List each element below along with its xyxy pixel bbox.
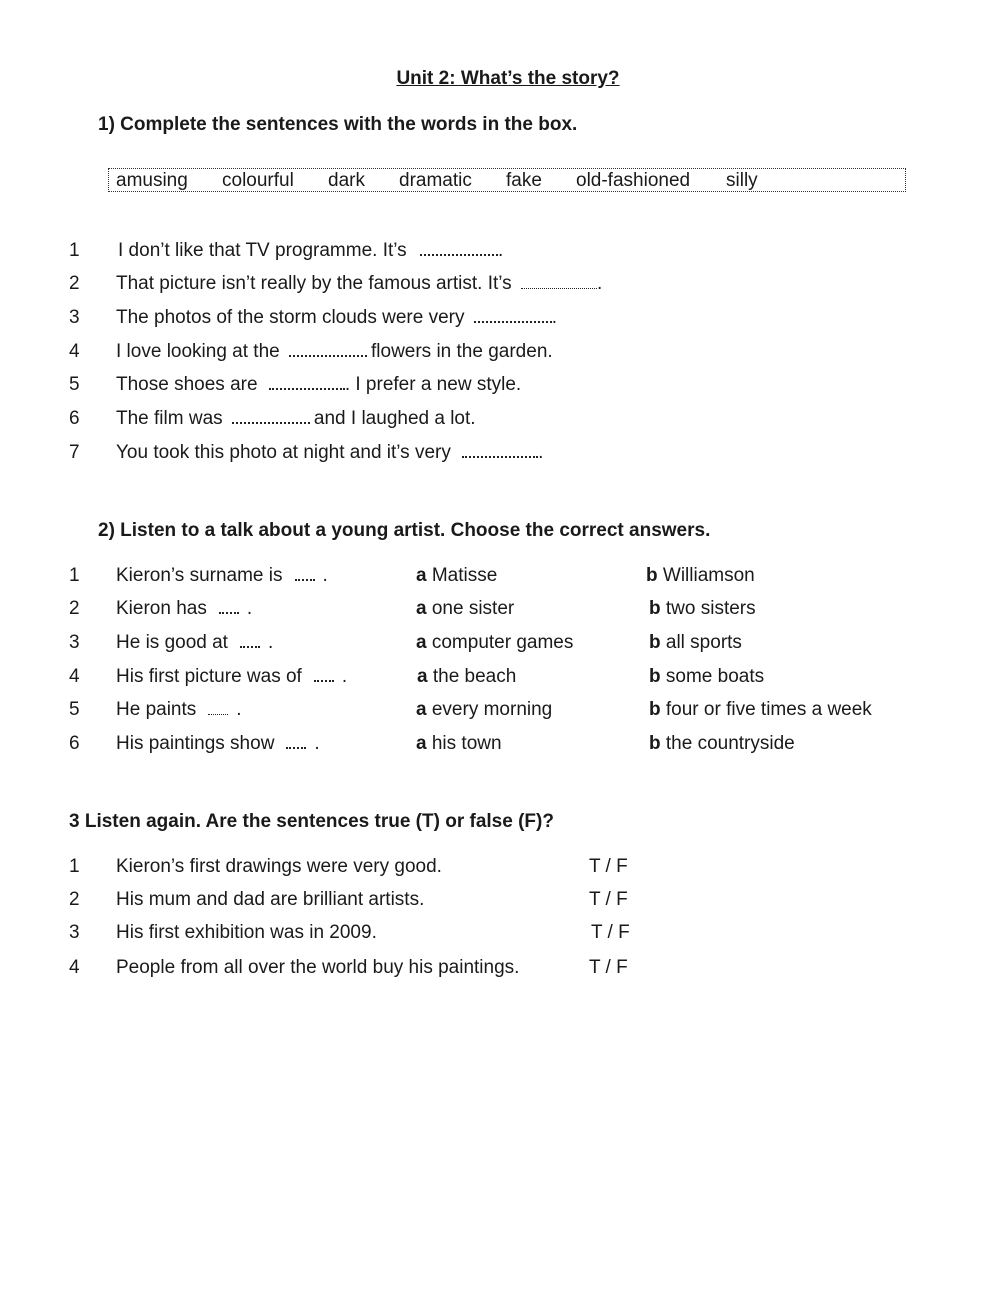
option-text: Matisse	[431, 565, 498, 586]
box-word: colourful	[222, 170, 294, 191]
sentence-end: .	[538, 442, 544, 463]
item-number: 5	[69, 374, 80, 395]
question-end: .	[236, 699, 242, 720]
option-b[interactable]	[649, 598, 756, 620]
item-number: 4	[69, 666, 80, 687]
option-letter: a	[416, 632, 427, 653]
option-text: computer games	[431, 632, 574, 653]
answer-blank[interactable]	[269, 374, 345, 390]
answer-blank[interactable]	[462, 442, 538, 458]
option-letter: a	[416, 733, 427, 754]
word-box	[108, 168, 906, 192]
sentence-end: flowers in the garden.	[371, 341, 553, 362]
option-text: the beach	[432, 666, 517, 687]
item-number: 1	[69, 856, 80, 877]
item-number: 1	[69, 565, 80, 586]
option-a[interactable]	[416, 565, 497, 587]
question-text: Kieron has	[116, 598, 207, 619]
option-text: four or five times a week	[665, 699, 872, 720]
option-letter: b	[649, 733, 661, 754]
answer-blank[interactable]	[521, 274, 597, 289]
item-number: 2	[69, 273, 80, 294]
option-b[interactable]	[646, 565, 755, 587]
option-text: his town	[431, 733, 502, 754]
option-letter: b	[649, 666, 661, 687]
sentence-text: Those shoes are	[116, 374, 258, 395]
question-end: .	[246, 598, 253, 619]
option-b[interactable]	[649, 632, 742, 654]
option-text: all sports	[665, 632, 742, 653]
item-number: 2	[69, 889, 80, 910]
item-number: 7	[69, 442, 80, 463]
option-text: Williamson	[662, 565, 755, 586]
sentence-text: I love looking at the	[116, 341, 280, 362]
answer-blank[interactable]	[232, 408, 310, 424]
box-word: amusing	[116, 170, 188, 191]
answer-blank[interactable]	[286, 733, 306, 749]
question-end: .	[322, 565, 328, 586]
option-a[interactable]	[416, 733, 502, 755]
option-letter: b	[649, 598, 661, 619]
option-b[interactable]	[649, 699, 872, 721]
item-number: 2	[69, 598, 80, 619]
item-number: 1	[69, 240, 80, 261]
sentence-end: and I laughed a lot.	[313, 408, 476, 429]
box-word: silly	[726, 170, 758, 191]
sentence-text: I don’t like that TV programme. It’s	[118, 240, 407, 261]
option-text: two sisters	[665, 598, 756, 619]
item-number: 6	[69, 408, 80, 429]
answer-blank[interactable]	[208, 700, 228, 715]
answer-blank[interactable]	[474, 307, 552, 323]
statement-text: People from all over the world buy his paintings.	[116, 957, 520, 978]
answer-blank[interactable]	[420, 240, 498, 256]
option-letter: a	[416, 565, 427, 586]
answer-blank[interactable]	[295, 565, 315, 581]
sentence-end: .	[596, 273, 603, 294]
section1-heading: 1) Complete the sentences with the words in the box.	[98, 114, 578, 135]
sentence-text: You took this photo at night and it’s very	[116, 442, 451, 463]
true-false-choice[interactable]: T / F	[589, 856, 628, 877]
question-text: His paintings show	[116, 733, 275, 754]
item-number: 4	[69, 957, 80, 978]
option-a[interactable]	[416, 699, 552, 721]
option-letter: b	[646, 565, 658, 586]
question-text: He paints	[116, 699, 197, 720]
option-text: some boats	[665, 666, 765, 687]
option-letter: b	[649, 699, 661, 720]
option-text: every morning	[431, 699, 553, 720]
statement-text: Kieron’s first drawings were very good.	[116, 856, 442, 877]
answer-blank[interactable]	[289, 341, 367, 357]
option-a[interactable]	[416, 632, 573, 654]
statement-text: His mum and dad are brilliant artists.	[116, 889, 425, 910]
sentence-text: That picture isn’t really by the famous artist. It’s	[116, 273, 512, 294]
true-false-choice[interactable]: T / F	[589, 957, 628, 978]
true-false-choice[interactable]: T / F	[589, 889, 628, 910]
question-end: .	[341, 666, 348, 687]
answer-blank[interactable]	[240, 632, 260, 648]
option-a[interactable]	[417, 666, 516, 688]
option-text: one sister	[431, 598, 515, 619]
item-number: 6	[69, 733, 80, 754]
item-number: 3	[69, 632, 80, 653]
box-word: dramatic	[399, 170, 472, 191]
section2-heading: 2) Listen to a talk about a young artist. Choose the correct answers.	[98, 520, 711, 541]
question-end: .	[314, 733, 320, 754]
sentence-end: .	[551, 307, 558, 328]
question-end: .	[267, 632, 274, 653]
statement-text: His first exhibition was in 2009.	[116, 922, 377, 943]
sentence-end: . I prefer a new style.	[344, 374, 522, 395]
sentence-text: The photos of the storm clouds were very	[116, 307, 465, 328]
answer-blank[interactable]	[219, 598, 239, 614]
option-b[interactable]	[649, 733, 795, 755]
item-number: 4	[69, 341, 80, 362]
section3-heading: 3 Listen again. Are the sentences true (T) or false (F)?	[69, 811, 554, 832]
item-number: 3	[69, 307, 80, 328]
answer-blank[interactable]	[314, 666, 334, 682]
item-number: 3	[69, 922, 80, 943]
box-word: dark	[328, 170, 365, 191]
option-letter: a	[417, 666, 428, 687]
option-letter: a	[416, 699, 427, 720]
question-text: His first picture was of	[116, 666, 302, 687]
item-number: 5	[69, 699, 80, 720]
sentence-text: The film was	[116, 408, 223, 429]
page-title: Unit 2: What’s the story?	[396, 68, 620, 89]
box-word: fake	[506, 170, 542, 191]
true-false-choice[interactable]: T / F	[591, 922, 630, 943]
option-text: the countryside	[665, 733, 795, 754]
question-text: He is good at	[116, 632, 228, 653]
sentence-end: .	[497, 240, 504, 261]
option-letter: a	[416, 598, 427, 619]
option-a[interactable]	[416, 598, 514, 620]
option-b[interactable]	[649, 666, 764, 688]
question-text: Kieron’s surname is	[116, 565, 283, 586]
box-word: old-fashioned	[576, 170, 691, 191]
option-letter: b	[649, 632, 661, 653]
